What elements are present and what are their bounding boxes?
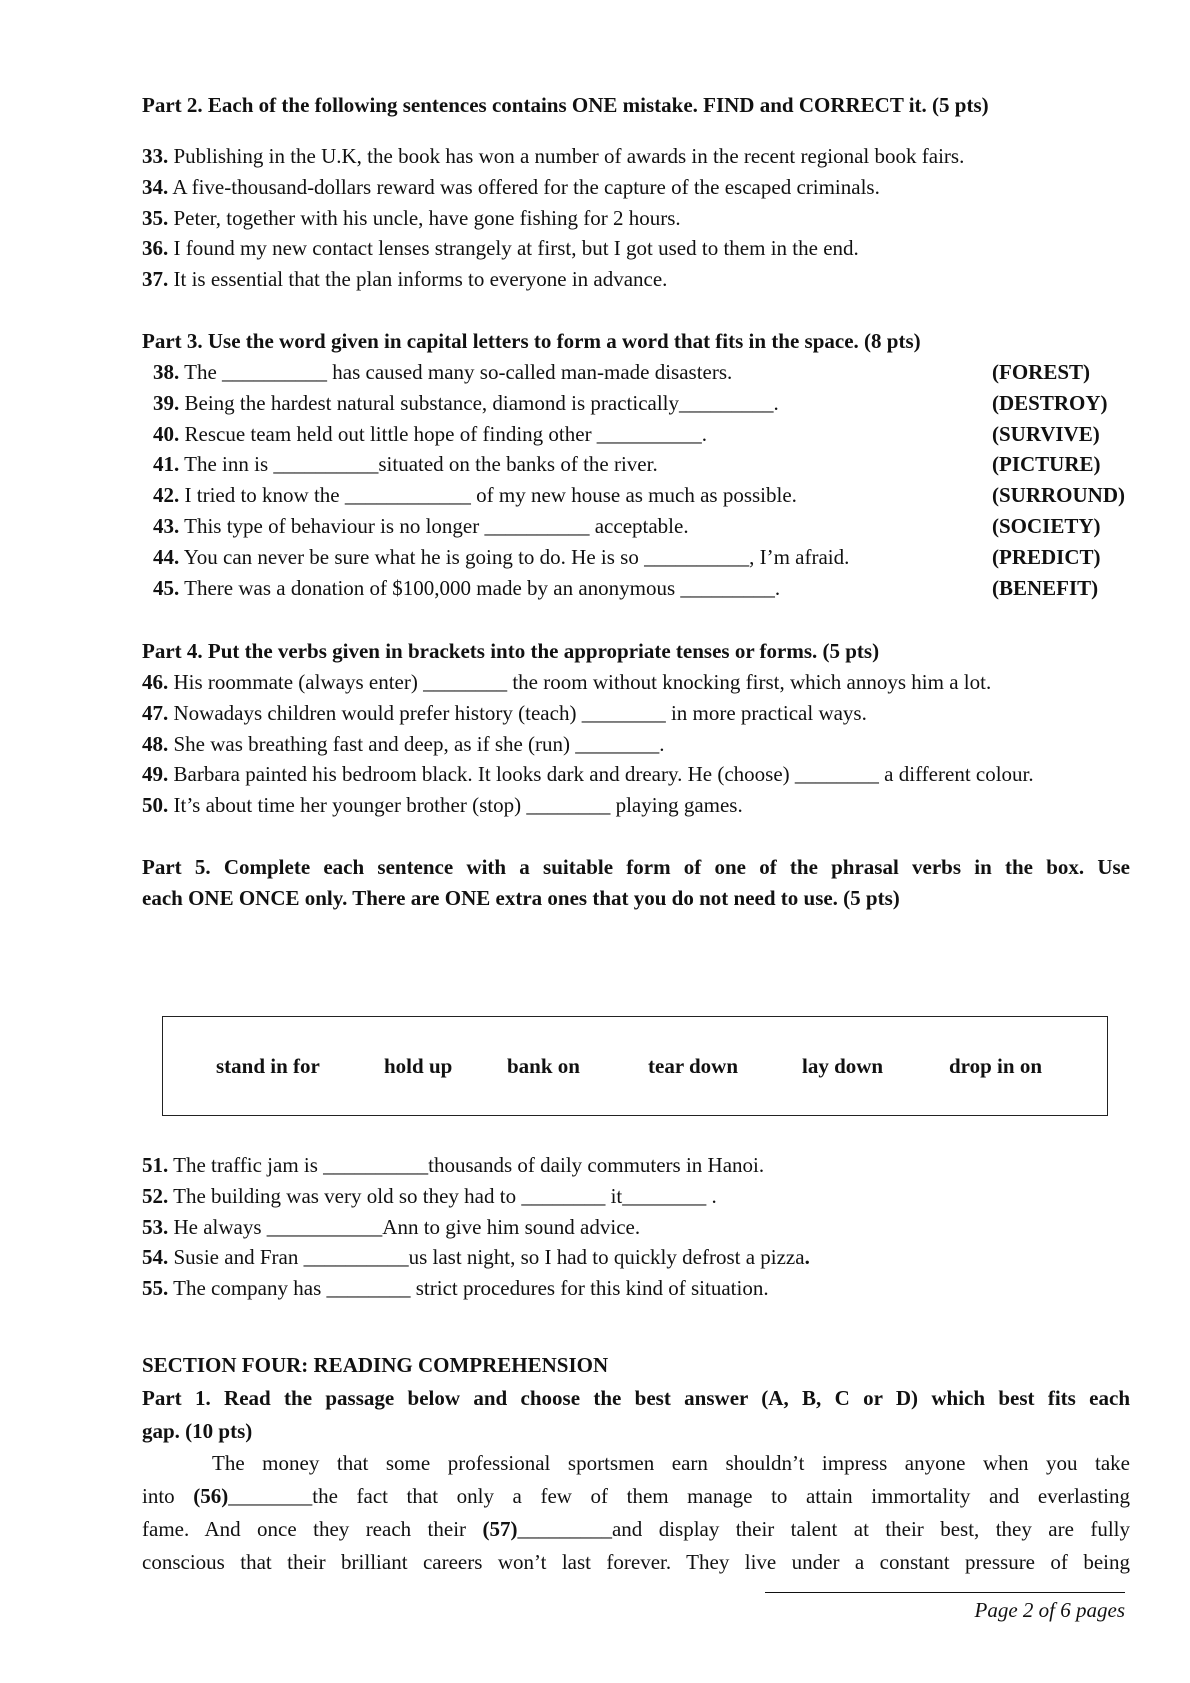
- part5-title-line2: each ONE ONCE only. There are ONE extra ones that you do not need to use. (5 pts): [142, 886, 900, 910]
- section4-part1-title-line1: Part 1. Read the passage below and choose the best answer (A, B, C or D) which best fits each: [142, 1386, 1130, 1410]
- question-text: Rescue team held out little hope of finding other __________.: [179, 421, 708, 446]
- section4-heading: SECTION FOUR: READING COMPREHENSION: [142, 1353, 609, 1377]
- box-word: tear down: [648, 1054, 739, 1078]
- question-text: I found my new contact lenses strangely at first, but I got used to them in the end.: [168, 236, 859, 261]
- question-text: Nowadays children would prefer history (teach) ________ in more practical ways.: [168, 700, 867, 725]
- base-word: (PREDICT): [992, 544, 1101, 569]
- question-number: 54.: [142, 1245, 169, 1270]
- question-text: Susie and Fran __________us last night, so I had to quickly defrost a pizza: [168, 1245, 805, 1270]
- question-text: The traffic jam is __________thousands of daily commuters in Hanoi.: [168, 1153, 765, 1177]
- box-word: bank on: [507, 1054, 580, 1078]
- question-item: [142, 1244, 810, 1270]
- base-word: (SURVIVE): [992, 421, 1100, 446]
- question-number: 36.: [142, 236, 169, 261]
- question-text-tail: .: [804, 1245, 810, 1270]
- question-text: The __________ has caused many so-called man-made disasters.: [179, 360, 733, 384]
- question-number: 43.: [153, 514, 180, 538]
- question-item: [142, 205, 681, 231]
- question-number: 33.: [142, 144, 169, 168]
- question-item: [153, 513, 689, 539]
- question-item: [142, 761, 1034, 787]
- base-word: (SURROUND): [992, 483, 1125, 508]
- section4-part1-title-line2: gap. (10 pts): [142, 1419, 253, 1443]
- question-item: [153, 421, 707, 447]
- question-number: 39.: [153, 390, 180, 415]
- passage-line: conscious that their brilliant careers won’t last forever. They live under a constant pressure of being: [142, 1550, 1130, 1574]
- phrasal-verbs-box: [162, 1016, 1108, 1116]
- question-text: It is essential that the plan informs to everyone in advance.: [168, 267, 668, 292]
- question-number: 40.: [153, 421, 180, 446]
- question-text: The company has ________ strict procedures for this kind of situation.: [168, 1276, 769, 1301]
- question-text: She was breathing fast and deep, as if she (run) ________.: [168, 731, 665, 756]
- question-number: 34.: [142, 174, 169, 199]
- passage-line: into (56)________the fact that only a few of them manage to attain immortality and everlasting: [142, 1484, 1130, 1508]
- question-number: 35.: [142, 205, 169, 230]
- question-item: [142, 1214, 640, 1240]
- base-word: (FOREST): [992, 360, 1091, 384]
- box-word: drop in on: [949, 1054, 1042, 1078]
- question-text: There was a donation of $100,000 made by an anonymous _________.: [179, 575, 781, 600]
- passage-line: fame. And once they reach their (57)_________and display their talent at their best, they are fully: [142, 1517, 1130, 1541]
- question-number: 42.: [153, 483, 180, 508]
- box-word: lay down: [802, 1054, 884, 1078]
- question-item: [153, 359, 732, 385]
- question-item: [142, 700, 867, 726]
- question-text: The inn is __________situated on the banks of the river.: [179, 452, 658, 477]
- question-text: Barbara painted his bedroom black. It looks dark and dreary. He (choose) ________ a different colour.: [168, 762, 1034, 787]
- question-number: 41.: [153, 452, 180, 477]
- base-word: (BENEFIT): [992, 575, 1099, 600]
- part4-title: Part 4. Put the verbs given in brackets into the appropriate tenses or forms. (5 pts): [142, 639, 880, 663]
- question-text: The building was very old so they had to ________ it________ .: [168, 1183, 717, 1208]
- box-word: hold up: [384, 1054, 453, 1078]
- question-text: His roommate (always enter) ________ the room without knocking first, which annoys him a lot.: [168, 670, 992, 694]
- question-number: 46.: [142, 670, 169, 694]
- question-item: [153, 390, 779, 416]
- passage-line: The money that some professional sportsmen earn shouldn’t impress anyone when you take: [212, 1451, 1130, 1475]
- question-item: [153, 575, 780, 601]
- question-text: This type of behaviour is no longer __________ acceptable.: [179, 514, 689, 538]
- question-text: He always ___________Ann to give him sound advice.: [168, 1214, 641, 1239]
- question-item: [142, 174, 880, 200]
- question-number: 38.: [153, 360, 180, 384]
- question-item: [142, 1152, 764, 1178]
- question-item: [142, 266, 667, 292]
- question-item: [142, 669, 991, 695]
- gap-57: (57): [482, 1517, 518, 1541]
- question-number: 48.: [142, 731, 169, 756]
- page-footer: Page 2 of 6 pages: [974, 1598, 1125, 1622]
- box-word: stand in for: [216, 1054, 320, 1078]
- question-item: [142, 792, 743, 818]
- base-word: (DESTROY): [992, 390, 1108, 415]
- base-word: (SOCIETY): [992, 514, 1101, 538]
- question-text: It’s about time her younger brother (stop) ________ playing games.: [168, 793, 743, 818]
- question-number: 45.: [153, 575, 180, 600]
- question-number: 50.: [142, 793, 169, 818]
- question-text: Being the hardest natural substance, diamond is practically_________.: [179, 390, 779, 415]
- question-number: 37.: [142, 267, 169, 292]
- question-item: [153, 451, 658, 477]
- question-number: 55.: [142, 1276, 169, 1301]
- gap-56: (56): [193, 1484, 229, 1508]
- question-number: 51.: [142, 1153, 169, 1177]
- base-word: (PICTURE): [992, 452, 1101, 477]
- part2-title: Part 2. Each of the following sentences contains ONE mistake. FIND and CORRECT it. (5 pts): [142, 93, 989, 117]
- question-number: 52.: [142, 1183, 169, 1208]
- question-number: 44.: [153, 544, 180, 569]
- question-item: [153, 482, 797, 508]
- question-text: Publishing in the U.K, the book has won a number of awards in the recent regional book fairs.: [168, 144, 965, 168]
- question-text: Peter, together with his uncle, have gone fishing for 2 hours.: [168, 205, 681, 230]
- question-item: [142, 1275, 769, 1301]
- question-item: [153, 544, 849, 570]
- question-number: 53.: [142, 1214, 169, 1239]
- question-item: [142, 1183, 717, 1209]
- question-number: 47.: [142, 700, 169, 725]
- question-item: [142, 731, 665, 757]
- footer-rule: [765, 1592, 1125, 1593]
- part3-title: Part 3. Use the word given in capital letters to form a word that fits in the space. (8 pts): [142, 329, 921, 353]
- question-number: 49.: [142, 762, 169, 787]
- question-text: You can never be sure what he is going to do. He is so __________, I’m afraid.: [179, 544, 850, 569]
- part5-title-line1: Part 5. Complete each sentence with a suitable form of one of the phrasal verbs in the box. Use: [142, 855, 1130, 879]
- question-item: [142, 235, 859, 261]
- question-item: [142, 143, 964, 169]
- question-text: A five-thousand-dollars reward was offered for the capture of the escaped criminals.: [168, 174, 880, 199]
- question-text: I tried to know the ____________ of my new house as much as possible.: [179, 483, 797, 508]
